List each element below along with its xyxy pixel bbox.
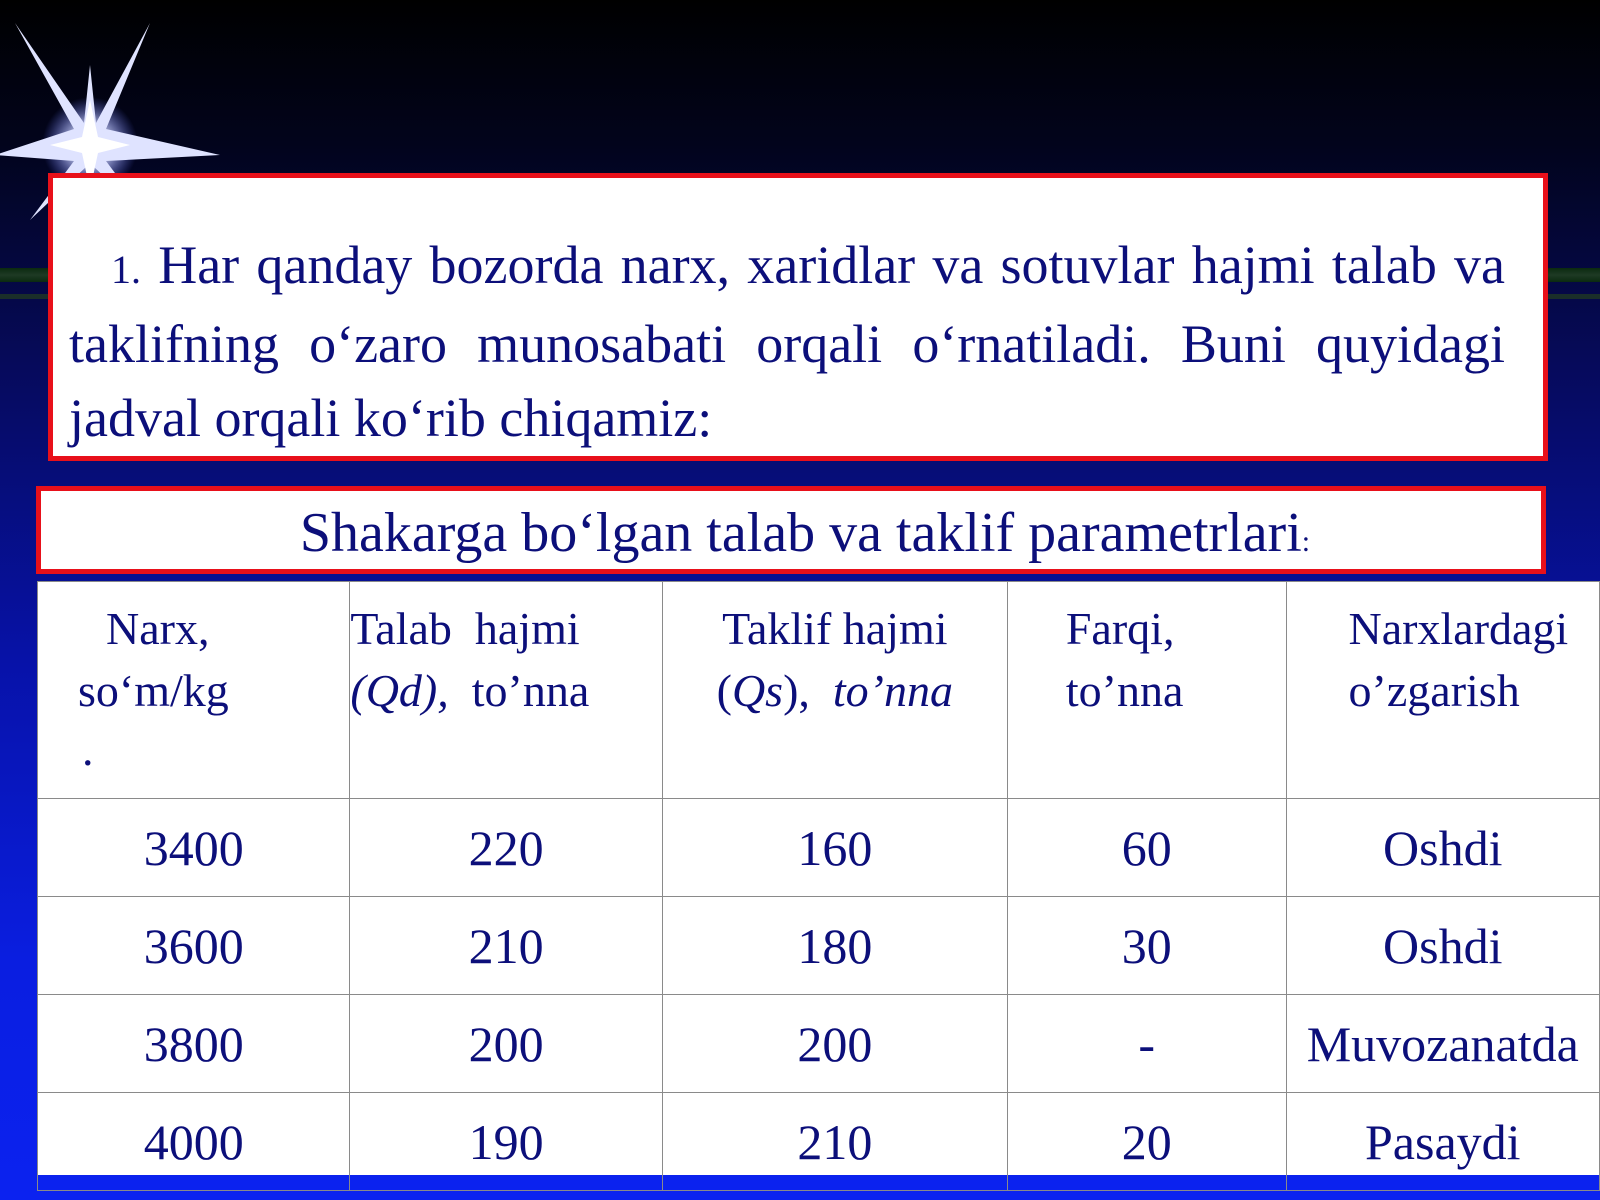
caption-colon: : (1301, 525, 1311, 558)
cell-supply: 160 (662, 799, 1007, 897)
header-change (1286, 582, 1599, 799)
header-diff-line1: Farqi, (1065, 603, 1175, 654)
header-demand-italic: (Qd), (350, 665, 449, 716)
cell-diff: 60 (1007, 799, 1286, 897)
header-supply-paren-close: ), (783, 665, 810, 716)
cell-price: 3800 (38, 995, 350, 1093)
cell-change: Oshdi (1286, 799, 1599, 897)
header-demand (350, 582, 662, 799)
header-price-line1: Narx, (106, 603, 210, 654)
cell-price: 4000 (38, 1093, 350, 1191)
cell-supply: 210 (662, 1093, 1007, 1191)
cell-price: 3400 (38, 799, 350, 897)
header-demand-unit: to’nna (448, 665, 590, 716)
table-row (38, 995, 1600, 1093)
cell-change: Oshdi (1286, 897, 1599, 995)
cell-change: Pasaydi (1286, 1093, 1599, 1191)
cell-supply: 200 (662, 995, 1007, 1093)
table-header-row (38, 582, 1600, 799)
header-supply-line1: Taklif hajmi (722, 603, 948, 654)
cell-change: Muvozanatda (1286, 995, 1599, 1093)
header-change-line1: Narxlardagi (1348, 603, 1569, 654)
paragraph-number: 1. (111, 247, 141, 292)
cell-demand: 200 (350, 995, 662, 1093)
header-supply-italic: Qs (731, 665, 784, 716)
header-price-line2: so‘m/kg (78, 665, 229, 716)
header-diff-line2: to’nna (1065, 665, 1184, 716)
table-row (38, 897, 1600, 995)
cell-diff: 30 (1007, 897, 1286, 995)
header-change-line2: o’zgarish (1348, 665, 1520, 716)
cell-demand: 210 (350, 897, 662, 995)
header-price (38, 582, 350, 799)
table-row (38, 799, 1600, 897)
cell-demand: 220 (350, 799, 662, 897)
paragraph-text: Har qanday bozorda narx, xaridlar va sotuvlar hajmi talab va taklifning o‘zaro munosabati orqali o‘rnatiladi. Buni quyidagi jadval orqali ko‘rib chiqamiz: (69, 235, 1505, 448)
caption-text: Shakarga bo‘lgan talab va taklif parametrlari (299, 502, 1302, 564)
table-caption (36, 486, 1546, 574)
header-supply-unit: to’nna (809, 665, 953, 716)
header-supply (662, 582, 1007, 799)
cell-diff: - (1007, 995, 1286, 1093)
header-diff (1007, 582, 1286, 799)
intro-text-box (48, 173, 1548, 461)
cell-diff: 20 (1007, 1093, 1286, 1191)
supply-demand-table (37, 581, 1600, 1191)
header-demand-line1: Talab hajmi (350, 603, 580, 654)
header-supply-paren-open: ( (716, 665, 732, 716)
cell-demand: 190 (350, 1093, 662, 1191)
table-row (38, 1093, 1600, 1191)
cell-price: 3600 (38, 897, 350, 995)
header-price-line3: . (82, 724, 94, 775)
cell-supply: 180 (662, 897, 1007, 995)
intro-paragraph (69, 228, 1505, 455)
data-table-container (37, 581, 1600, 1175)
